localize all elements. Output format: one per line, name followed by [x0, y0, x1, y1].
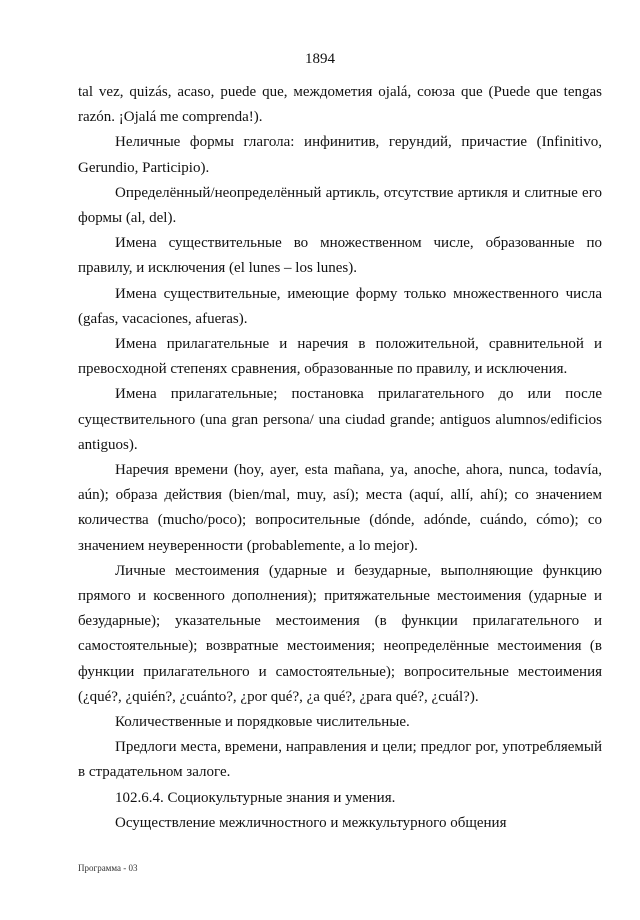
- document-body: [78, 80, 602, 836]
- paragraph-pronouns: Личные местоимения (ударные и безударные, выполняющие функцию прямого и косвенного дополнения); притяжательные местоимения (ударные и безударные); указательные местоимения (в функции прилагательного и самостоятельные); возвратные местоимения; неопределённые местоимения (в функции прилагательного и самостоятельные); вопросительные местоимения (¿qué?, ¿quién?, ¿cuánto?, ¿por qué?, ¿a qué?, ¿para qué?, ¿cuál?).: [78, 562, 602, 705]
- paragraph-continuation: tal vez, quizás, acaso, puede que, междометия ojalá, союза que (Puede que tengas razón. ¡Ojalá me comprenda!).: [78, 84, 602, 126]
- paragraph-nonfinite-verb-forms: Неличные формы глагола: инфинитив, герундий, причастие (Infinitivo, Gerundio, Participio).: [78, 134, 602, 176]
- section-heading: 102.6.4. Социокультурные знания и умения.: [115, 789, 396, 806]
- paragraph-prepositions: Предлоги места, времени, направления и цели; предлог por, употребляемый в страдательном залоге.: [78, 739, 602, 781]
- page-footer: Программа - 03: [78, 863, 138, 873]
- page-number: 1894: [305, 51, 335, 67]
- paragraph-intercultural-communication: Осуществление межличностного и межкультурного общения: [115, 814, 507, 831]
- paragraph-plural-nouns: Имена существительные во множественном числе, образованные по правилу, и исключения (el lunes – los lunes).: [78, 235, 602, 277]
- paragraph-adjective-placement: Имена прилагательные; постановка прилагательного до или после существительного (una gran persona/ una ciudad grande; antiguos alumnos/edificios antiguos).: [78, 386, 602, 453]
- paragraph-plural-only-nouns: Имена существительные, имеющие форму только множественного числа (gafas, vacaciones, afueras).: [78, 285, 602, 327]
- paragraph-articles: Определённый/неопределённый артикль, отсутствие артикля и слитные его формы (al, del).: [78, 184, 602, 227]
- paragraph-degrees-of-comparison: Имена прилагательные и наречия в положительной, сравнительной и превосходной степенях сравнения, образованные по правилу, и исключения.: [78, 336, 602, 378]
- paragraph-adverbs: Наречия времени (hoy, ayer, esta mañana, ya, anoche, ahora, nunca, todavía, aún); образа действия (bien/mal, muy, así); места (aquí, allí, ahí); со значением количества (mucho/poco); вопросительные (dónde, adónde, cuándo, cómo); со значением неуверенности (probablemente, a lo mejor).: [78, 462, 602, 554]
- paragraph-numerals: Количественные и порядковые числительные.: [115, 714, 410, 731]
